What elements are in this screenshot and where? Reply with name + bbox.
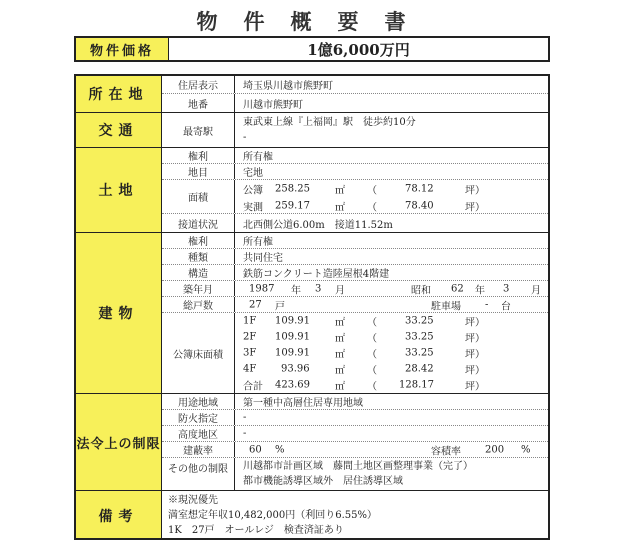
row-lot [162,94,548,112]
price-row [74,36,550,62]
label-land-road: 接道状況 [162,214,235,232]
label-law-height: 高度地区 [162,426,235,441]
land-area-row-survey: 実測 259.17 ㎡ （ 78.40 坪） [243,200,485,213]
label-building-structure: 構造 [162,265,235,280]
value-law-fire: - [243,412,247,423]
station-text-2: - [243,132,247,143]
value-building-kind: 共同住宅 [243,253,283,264]
remarks-text [162,493,548,538]
value-building-right: 所有権 [243,237,273,248]
value-address: 埼玉県川越市熊野町 [243,81,333,92]
value-law-other: 川越都市計画区域 藤間土地区画整理事業（完了） 都市機能誘導区域外 居住誘導区域 [243,461,473,487]
section-traffic [76,113,548,148]
label-land-right: 権利 [162,148,235,163]
label-law-zone: 用途地域 [162,394,235,409]
row-land-type [162,164,548,180]
label-address: 住居表示 [162,76,235,93]
remarks-line: 1K 27戸 オールレジ 検査済証あり [168,525,344,536]
value-land-right: 所有権 [243,152,273,163]
category-land: 土地 [76,148,162,232]
row-building-units [162,297,548,313]
category-law: 法令上の制限 [76,394,162,490]
category-traffic: 交通 [76,113,162,147]
label-law-bcr: 建蔽率 [162,442,235,457]
row-law-other [162,458,548,490]
remarks-line: ※現況優先 [168,495,218,506]
section-location [76,76,548,113]
row-land-area [162,180,548,214]
station-text: 東武東上線『上福岡』駅 徒歩約10分 [243,117,416,128]
value-station [235,113,548,147]
value-building-units: 27 戸 駐車場 - 台 [249,299,511,312]
category-building: 建物 [76,233,162,393]
property-table [74,74,550,540]
value-building-structure: 鉄筋コンクリート造陸屋根4階建 [243,269,390,280]
row-law-ratio [162,442,548,458]
row-station [162,113,548,147]
label-station: 最寄駅 [162,113,235,147]
row-building-structure [162,265,548,281]
label-building-built: 築年月 [162,281,235,296]
label-building-units: 総戸数 [162,297,235,312]
value-law-height: - [243,428,247,439]
land-area-row-register: 公簿 258.25 ㎡ （ 78.12 坪） [243,183,485,196]
value-building-built: 1987 年 3 月 昭和 62 年 3 月 [249,283,541,296]
value-law-ratio: 60 % 容積率 200 % [249,444,531,457]
value-lot: 川越市熊野町 [243,99,303,111]
category-remarks: 備考 [76,491,162,540]
value-land-type: 宅地 [243,168,263,179]
label-building-right: 権利 [162,233,235,248]
section-law [76,394,548,491]
row-building-right [162,233,548,249]
price-label: 物件価格 [76,38,169,60]
floor-row-2f: 2F 109.91 ㎡ （ 33.25 坪） [243,331,485,345]
row-law-height [162,426,548,442]
label-lot: 地番 [162,94,235,112]
floor-row-4f: 4F 93.96 ㎡ （ 28.42 坪） [243,363,485,377]
row-law-zone [162,394,548,410]
document-title: 物件概要書 [196,9,432,34]
row-law-fire [162,410,548,426]
floor-row-1f: 1F 109.91 ㎡ （ 33.25 坪） [243,315,485,329]
value-law-zone: 第一種中高層住居専用地域 [243,398,363,409]
row-address [162,76,548,94]
section-remarks [76,491,548,540]
remarks-line: 満室想定年収10,482,000円（利回り6.55%） [168,510,378,521]
label-building-kind: 種類 [162,249,235,264]
label-floor-area: 公簿床面積 [162,313,235,393]
section-building [76,233,548,394]
row-land-road [162,214,548,232]
row-building-built [162,281,548,297]
section-land [76,148,548,233]
label-law-other: その他の制限 [162,458,235,490]
floor-row-3f: 3F 109.91 ㎡ （ 33.25 坪） [243,347,485,361]
label-law-far: 容積率 [431,446,461,457]
row-land-right [162,148,548,164]
row-building-floor-area [162,313,548,393]
row-building-kind [162,249,548,265]
label-land-type: 地目 [162,164,235,179]
floor-row-total: 合計 423.69 ㎡ （ 128.17 坪） [243,379,485,393]
label-land-area: 面積 [162,180,235,213]
value-land-road: 北西側公道6.00m 接道11.52m [243,219,393,231]
category-location: 所在地 [76,76,162,112]
label-law-fire: 防火指定 [162,410,235,425]
value-floor-area [235,313,548,393]
label-parking: 駐車場 [431,301,461,312]
price-value: 1億6,000万円 [307,40,410,59]
